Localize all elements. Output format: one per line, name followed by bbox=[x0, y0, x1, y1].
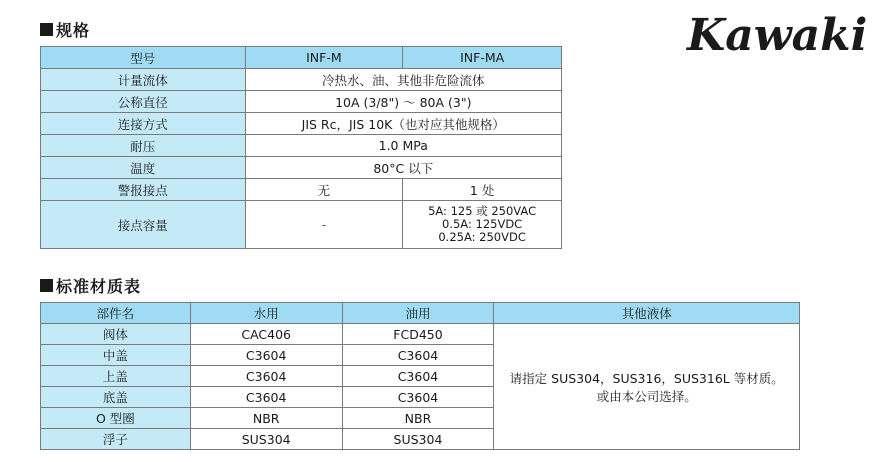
spec-table bbox=[40, 46, 562, 249]
table-row bbox=[41, 201, 562, 249]
square-bullet-icon bbox=[40, 23, 53, 36]
water-material: C3604 bbox=[190, 387, 342, 408]
spec-title-text: 规格 bbox=[56, 21, 91, 40]
water-material: CAC406 bbox=[190, 324, 342, 345]
table-row bbox=[41, 135, 562, 157]
oil-material: C3604 bbox=[342, 366, 494, 387]
row-value: 10A (3/8") ～ 80A (3") bbox=[245, 91, 561, 113]
row-value: 冷热水、油、其他非危险流体 bbox=[245, 69, 561, 91]
header-inf-ma: INF-MA bbox=[403, 47, 562, 69]
table-row bbox=[41, 113, 562, 135]
water-material: C3604 bbox=[190, 345, 342, 366]
other-note-line: 请指定 SUS304，SUS316，SUS316L 等材质。 bbox=[509, 370, 784, 386]
materials-section-title bbox=[40, 274, 141, 297]
part-name: O 型圈 bbox=[41, 408, 191, 429]
spec-header-row bbox=[41, 47, 562, 69]
table-row bbox=[41, 91, 562, 113]
svg-text:Kawaki: Kawaki bbox=[687, 10, 868, 60]
part-name: 上盖 bbox=[41, 366, 191, 387]
table-row bbox=[41, 157, 562, 179]
capacity-line: 0.5A: 125VDC bbox=[442, 217, 523, 231]
row-label: 耐压 bbox=[41, 135, 246, 157]
header-part: 部件名 bbox=[41, 303, 191, 324]
materials-title-text: 标准材质表 bbox=[56, 277, 142, 296]
spec-section-title bbox=[40, 18, 90, 41]
header-other: 其他液体 bbox=[494, 303, 800, 324]
water-material: C3604 bbox=[190, 366, 342, 387]
header-oil: 油用 bbox=[342, 303, 494, 324]
table-row bbox=[41, 179, 562, 201]
water-material: SUS304 bbox=[190, 429, 342, 450]
oil-material: FCD450 bbox=[342, 324, 494, 345]
part-name: 底盖 bbox=[41, 387, 191, 408]
water-material: NBR bbox=[190, 408, 342, 429]
table-row bbox=[41, 324, 800, 345]
other-note-line: 或由本公司选择。 bbox=[596, 388, 697, 404]
row-label: 接点容量 bbox=[41, 201, 246, 249]
materials-header-row bbox=[41, 303, 800, 324]
row-label: 公称直径 bbox=[41, 91, 246, 113]
oil-material: SUS304 bbox=[342, 429, 494, 450]
oil-material: NBR bbox=[342, 408, 494, 429]
row-label: 温度 bbox=[41, 157, 246, 179]
alarm-inf-m: 无 bbox=[245, 179, 403, 201]
kawaki-logo bbox=[683, 6, 878, 60]
oil-material: C3604 bbox=[342, 345, 494, 366]
row-label: 警报接点 bbox=[41, 179, 246, 201]
capacity-inf-ma bbox=[403, 201, 562, 249]
materials-table bbox=[40, 302, 800, 450]
row-label: 计量流体 bbox=[41, 69, 246, 91]
header-water: 水用 bbox=[190, 303, 342, 324]
row-value: 80°C 以下 bbox=[245, 157, 561, 179]
part-name: 中盖 bbox=[41, 345, 191, 366]
part-name: 浮子 bbox=[41, 429, 191, 450]
row-label: 连接方式 bbox=[41, 113, 246, 135]
row-value: 1.0 MPa bbox=[245, 135, 561, 157]
row-value: JIS Rc，JIS 10K（也对应其他规格） bbox=[245, 113, 561, 135]
part-name: 阀体 bbox=[41, 324, 191, 345]
header-model: 型号 bbox=[41, 47, 246, 69]
capacity-line: 0.25A: 250VDC bbox=[438, 230, 526, 244]
square-bullet-icon bbox=[40, 279, 53, 292]
header-inf-m: INF-M bbox=[245, 47, 403, 69]
oil-material: C3604 bbox=[342, 387, 494, 408]
capacity-line: 5A: 125 或 250VAC bbox=[428, 204, 537, 218]
alarm-inf-ma: 1 处 bbox=[403, 179, 562, 201]
other-liquid-note bbox=[494, 324, 800, 450]
capacity-inf-m: - bbox=[245, 201, 403, 249]
table-row bbox=[41, 69, 562, 91]
